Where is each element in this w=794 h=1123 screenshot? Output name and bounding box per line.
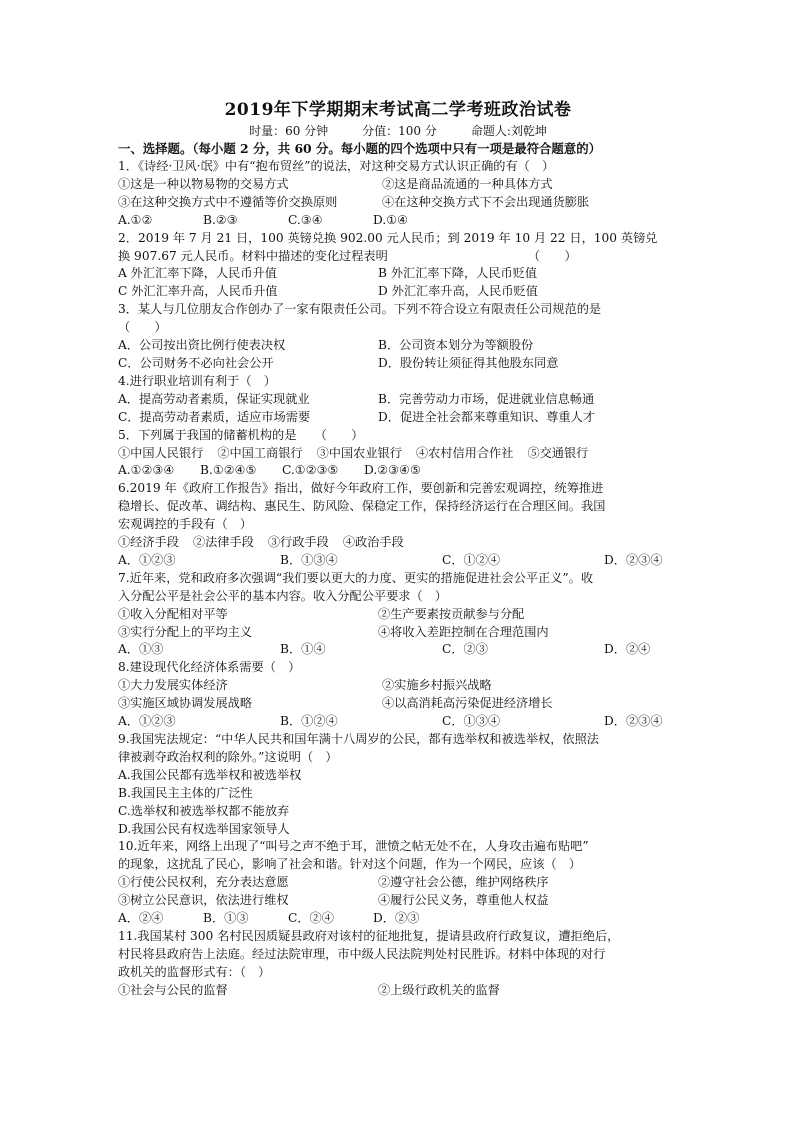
answer-c: C．公司财务不必向社会公开 [118,355,274,370]
answer-a: A.①②③④ [118,463,175,478]
question-stem: 2．2019 年 7 月 21 日，100 英镑兑换 902.00 元人民币；到 2019 年 10 月 22 日，100 英镑兑 [118,230,658,245]
answer-c: C.①②③⑤ [282,463,339,478]
options-row [118,624,678,642]
answer-d: D.①④ [373,212,409,227]
question-stem: 8.建设现代化经济体系需要（ ） [118,660,301,675]
answer-row [118,283,678,301]
option: ②生产要素按贡献参与分配 [378,606,525,621]
answer-row [118,391,678,409]
question-stem: 5．下列属于我国的储蓄机构的是 （ ） [118,427,364,442]
section-heading: 一、选择题。（每小题 2 分，共 60 分。每小题的四个选项中只有一项是最符合题意的） [118,141,601,156]
question-stem: 10.近年来，网络上出现了“叫号之声不绝于耳，泄愤之帖无处不在，人身攻击遍布贴吧” [118,839,589,854]
answer-d: D.我国公民有权选举国家领导人 [118,821,290,836]
option: ③树立公民意识，依法进行维权 [118,893,289,908]
option: ②法律手段 [192,535,254,550]
answer-row [118,462,678,480]
answer-d: D．②③④ [604,714,663,729]
question-stem: 9.我国宪法规定：“中华人民共和国年满十八周岁的公民，都有选举权和被选举权，依照法 [118,732,599,746]
answer-row [118,355,678,373]
answer-c: C．①②④ [442,552,501,567]
answer-c: C.选举权和被选举权都不能放弃 [118,803,290,818]
answer-b: B．公司资本划分为等额股份 [378,338,534,353]
option: ④政治手段 [342,535,404,550]
option: ①大力发展实体经济 [118,678,228,693]
question-stem: 换 907.67 元人民币。材料中描述的变化过程表明 （ ） [118,248,577,263]
answer-d: D．②③ [373,911,420,926]
option: ①中国人民银行 [118,445,204,460]
option: ②遵守社会公德，维护网络秩序 [378,875,549,890]
answer-row [118,713,678,731]
answer-b: B.②③ [203,212,238,227]
answer-a: A．提高劳动者素质，保证实现就业 [118,391,310,406]
answer-d: D.②③④⑤ [364,463,421,478]
option: ④将收入差距控制在合理范围内 [378,624,549,639]
answer-d: D．②③④ [604,552,663,567]
answer-a: A 外汇汇率下降，人民币升值 [118,266,277,281]
options-row [118,677,678,695]
question-stem: 6.2019 年《政府工作报告》指出，做好今年政府工作，要创新和完善宏观调控，统筹推进 [118,481,604,496]
question-stem: 的现象，这扰乱了民心，影响了社会和谐。针对这个问题，作为一个网民，应该（ ） [118,857,582,872]
question-stem: 1．《诗经·卫风·氓》中有“抱布贸丝”的说法，对这种交易方式认识正确的有（ ） [118,159,555,173]
answer-a: A．①②③ [118,714,176,729]
question-stem: 3．某人与几位朋友合作创办了一家有限责任公司。下列不符合设立有限责任公司规范的是 [118,302,602,317]
answer-row [118,337,678,355]
option: ④以高消耗高污染促进经济增长 [382,696,553,711]
answer-b: B.我国民主主体的广泛性 [118,785,253,800]
options-row [118,534,678,552]
question-stem: 4.进行职业培训有利于（ ） [118,373,276,388]
option: ①收入分配相对平等 [118,606,228,621]
answer-b: B．①②④ [280,714,338,729]
answer-a: A．①③ [118,642,164,657]
answer-row [118,265,678,283]
option: ④在这种交换方式下不会出现通货膨胀 [382,194,590,209]
option: ②上级行政机关的监督 [378,982,500,997]
question-stem: 稳增长、促改革、调结构、惠民生、防风险、保稳定工作，保持经济运行在合理区间。我国 [118,499,606,514]
question-stem: 宏观调控的手段有（ ） [118,517,253,532]
options-row [118,892,678,910]
options-row [118,982,678,1000]
options-row [118,874,678,892]
answer-b: B．①③ [203,911,249,926]
exam-score: 分值：100 分 [362,124,437,138]
answer-a: A．①②③ [118,552,176,567]
option: ②实施乡村振兴战略 [382,678,492,693]
options-row [118,194,678,212]
question-stem: 律被剥夺政治权利的除外。”这说明（ ） [118,749,338,764]
question-stem: 11.我国某村 300 名村民因质疑县政府对该村的征地批复，提请县政府行政复议，遭拒绝后， [118,928,620,943]
answer-b: B．①③④ [280,552,338,567]
option: ①行使公民权利，充分表达意愿 [118,875,289,890]
answer-c: C．②④ [288,911,334,926]
question-stem: 政机关的监督形式有：（ ） [118,964,271,979]
option: ⑤交通银行 [527,445,589,460]
question-stem: 入分配公平是社会公平的基本内容。收入分配公平要求（ ） [118,588,448,603]
option: ③实行分配上的平均主义 [118,624,253,639]
question-stem: 村民将县政府告上法庭。经过法院审理，市中级人民法院判处村民胜诉。材料中体现的对行 [118,946,606,961]
option: ③行政手段 [267,535,329,550]
options-row [118,445,678,463]
answer-d: D 外汇汇率升高，人民币贬值 [378,284,538,299]
exam-meta [118,122,678,140]
answer-c: C 外汇汇率升高，人民币升值 [118,284,278,299]
options-row [118,176,678,194]
answer-row [118,641,678,659]
answer-b: B．①④ [280,642,326,657]
answer-d: D．股份转让须征得其他股东同意 [378,355,559,370]
option: ④履行公民义务，尊重他人权益 [378,893,549,908]
answer-d: D．②④ [604,642,651,657]
answer-a: A.我国公民都有选举权和被选举权 [118,767,302,782]
answer-row [118,910,678,928]
question-stem: （ ） [118,320,167,335]
answer-b: B.①②④⑤ [200,463,257,478]
answer-row [118,409,678,427]
answer-c: C．①③④ [442,714,501,729]
exam-author: 命题人:刘乾坤 [470,124,547,138]
exam-time: 时量：60 分钟 [249,124,329,138]
option: ②中国工商银行 [217,445,303,460]
answer-row [118,212,678,230]
answer-b: B．完善劳动力市场，促进就业信息畅通 [378,391,595,406]
answer-c: C．提高劳动者素质，适应市场需要 [118,409,311,424]
answer-a: A.①② [118,212,153,227]
answer-row [118,552,678,570]
option: ①这是一种以物易物的交易方式 [118,176,289,191]
answer-b: B 外汇汇率下降，人民币贬值 [378,266,538,281]
option: ③中国农业银行 [316,445,402,460]
question-stem: 7.近年来，党和政府多次强调“我们要以更大的力度、更实的措施促进社会公平正义”。收 [118,570,594,585]
option: ②这是商品流通的一种具体方式 [382,176,553,191]
answer-a: A．公司按出资比例行使表决权 [118,338,286,353]
option: ④农村信用合作社 [415,445,514,460]
exam-title: 2019年下学期期末考试高二学考班政治试卷 [224,100,572,120]
options-row [118,695,678,713]
options-row [118,606,678,624]
answer-a: A．②④ [118,911,164,926]
option: ①社会与公民的监督 [118,982,228,997]
answer-d: D．促进全社会都来尊重知识、尊重人才 [378,409,595,424]
option: ①经济手段 [118,535,179,550]
answer-c: C.③④ [288,212,323,227]
exam-page [118,98,678,1000]
answer-c: C．②③ [442,642,488,657]
option: ③在这种交换方式中不遵循等价交换原则 [118,194,338,209]
option: ③实施区域协调发展战略 [118,696,253,711]
